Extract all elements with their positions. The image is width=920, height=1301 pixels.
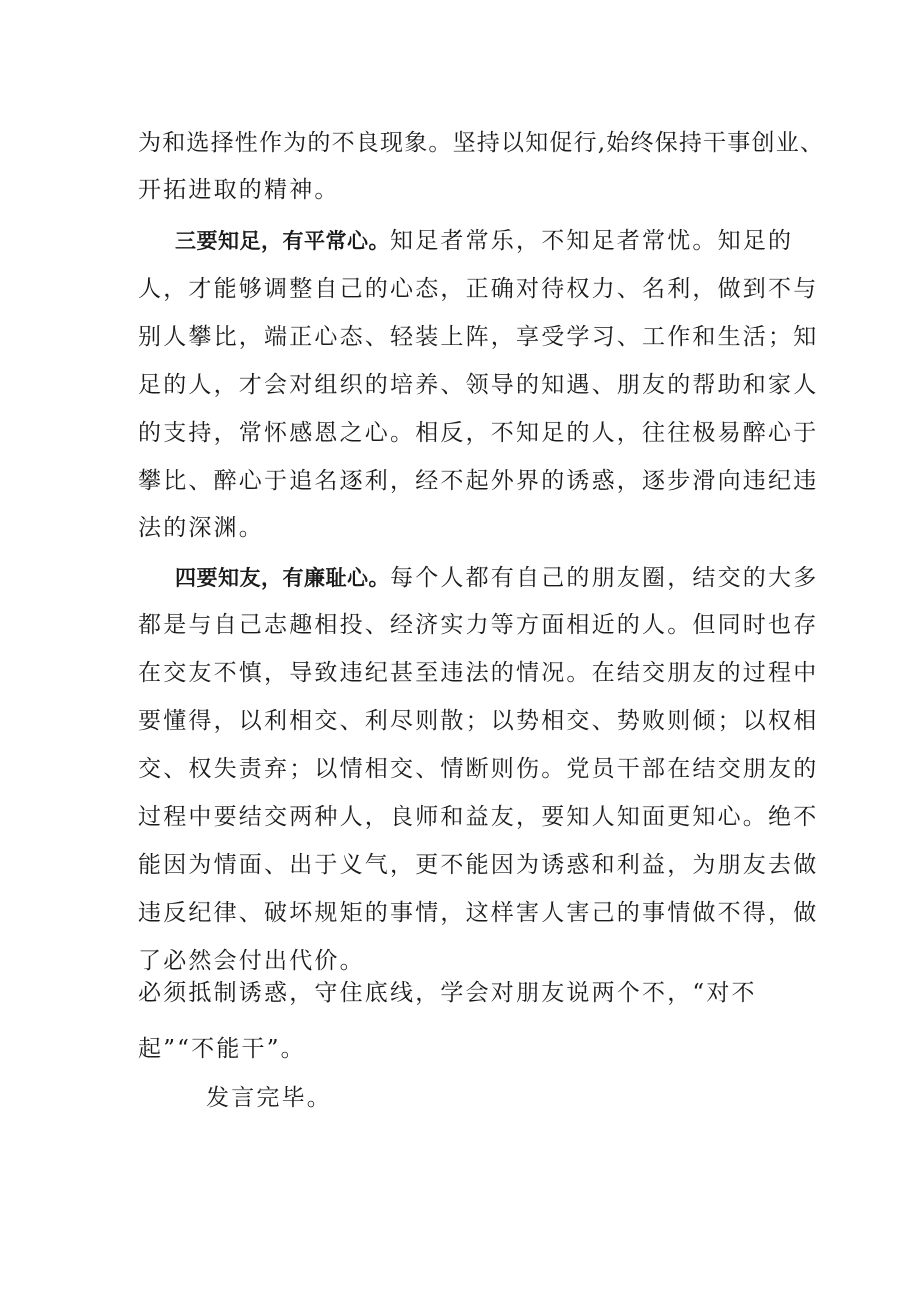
text-line: 在交友不慎，导致违纪甚至违法的情况。在结交朋友的过程中 <box>138 660 819 686</box>
text-line: 每个人都有自己的朋友圈，结交的大多 <box>390 565 819 591</box>
text-line: 起”“不能干”。 <box>138 1036 306 1062</box>
text-line: 违反纪律、破坏规矩的事情，这样害人害己的事情做不得，做 <box>138 900 819 926</box>
text-line: 知足者常乐，不知足者常忧。知足的 <box>390 228 794 254</box>
text-line: 过程中要结交两种人，良师和益友，要知人知面更知心。绝不 <box>138 804 819 830</box>
text-line: 的支持，常怀感恩之心。相反，不知足的人，往往极易醉心于 <box>138 420 819 446</box>
text-line: 交、权失责弃；以情相交、情断则伤。党员干部在结交朋友的 <box>138 756 819 782</box>
text-line: 人，才能够调整自己的心态，正确对待权力、名利，做到不与 <box>138 276 819 302</box>
paragraph-first-line <box>175 226 793 256</box>
text-line: 开拓进取的精神。 <box>138 177 340 203</box>
text-line: 要懂得，以利相交、利尽则散；以势相交、势败则倾；以权相 <box>138 708 819 734</box>
text-line: 能因为情面、出于义气，更不能因为诱惑和利益，为朋友去做 <box>138 852 819 878</box>
text-line: 攀比、醉心于追名逐利，经不起外界的诱惑，逐步滑向违纪违 <box>138 468 819 494</box>
text-line: 别人攀比，端正心态、轻装上阵，享受学习、工作和生活；知 <box>138 324 819 350</box>
paragraph-first-line <box>175 563 818 593</box>
text-line: 了必然会付出代价。 <box>138 948 365 974</box>
closing-remark: 发言完毕。 <box>206 1085 332 1111</box>
paragraph-heading: 四要知友，有廉耻心。 <box>175 566 390 590</box>
text-line: 足的人，才会对组织的培养、领导的知遇、朋友的帮助和家人 <box>138 372 819 398</box>
paragraph-heading: 三要知足，有平常心。 <box>175 229 390 253</box>
text-line: 为和选择性作为的不良现象。坚持以知促行,始终保持干事创业、 <box>138 130 825 156</box>
text-line: 都是与自己志趣相投、经济实力等方面相近的人。但同时也存 <box>138 612 819 638</box>
text-line: 法的深渊。 <box>138 515 264 541</box>
text-line: 必须抵制诱惑，守住底线，学会对朋友说两个不，“对不 <box>138 980 757 1006</box>
